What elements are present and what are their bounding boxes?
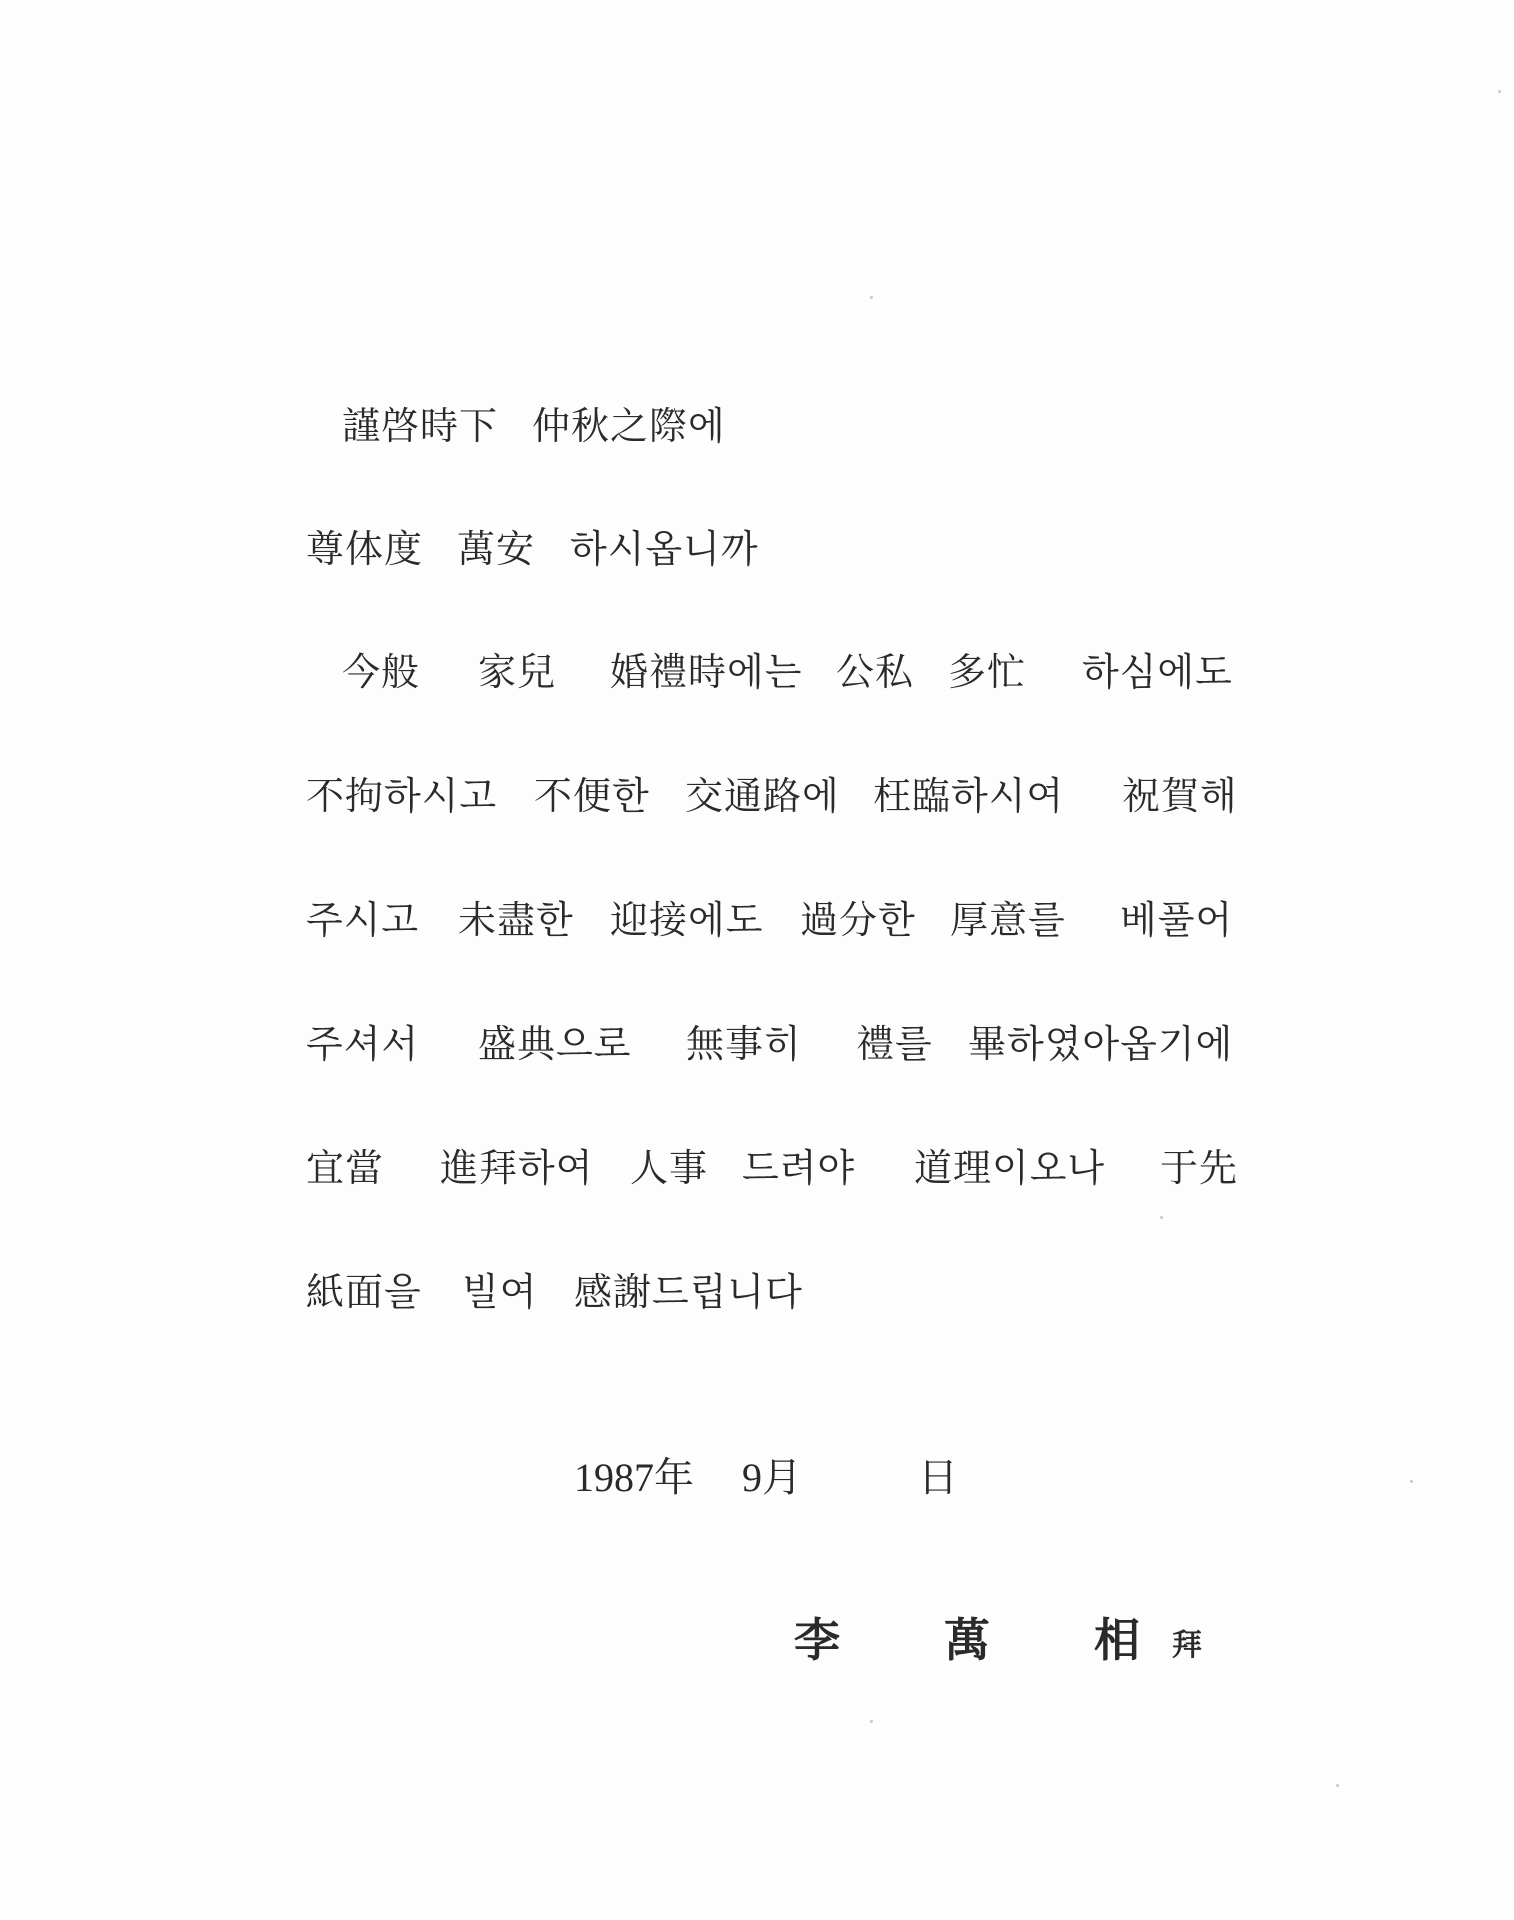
letter-phrase: 하시옵니까	[570, 526, 759, 571]
scan-speck	[870, 296, 873, 299]
letter-phrase: 多忙	[948, 649, 1027, 694]
letter-phrase: 感謝드립니다	[574, 1269, 803, 1314]
letter-phrase: 빌여	[462, 1269, 538, 1314]
letter-phrase: 仲秋之際에	[532, 403, 726, 448]
letter-phrase: 謹啓時下	[342, 403, 499, 448]
letter-phrase: 禮를	[856, 1021, 933, 1066]
signature-surname: 李	[794, 1613, 840, 1667]
letter-phrase: 不便한	[534, 773, 650, 818]
letter-phrase: 紙面을	[306, 1269, 422, 1314]
letter-phrase: 婚禮時에는	[610, 649, 803, 694]
letter-phrase: 주시고	[306, 897, 420, 942]
letter-phrase: 無事히	[686, 1021, 802, 1066]
scan-speck	[870, 1720, 873, 1723]
scan-speck	[1336, 1784, 1339, 1787]
letter-phrase: 未盡한	[458, 897, 574, 942]
letter-phrase: 하심에도	[1082, 649, 1233, 694]
signature	[0, 1600, 1514, 1670]
letter-phrase: 드려야	[742, 1145, 856, 1190]
letter-phrase: 枉臨하시여	[873, 773, 1065, 818]
letter-phrase: 過分한	[800, 897, 916, 942]
letter-date	[0, 1440, 1514, 1500]
date-month: 9月	[742, 1455, 802, 1500]
letter-phrase: 宜當	[306, 1145, 385, 1190]
signature-given-name-2: 相	[1094, 1613, 1140, 1667]
scan-speck	[1410, 1480, 1413, 1483]
letter-phrase: 人事	[630, 1145, 709, 1190]
letter-phrase: 주셔서	[306, 1021, 420, 1066]
letter-phrase: 家兒	[478, 649, 557, 694]
letter-phrase: 尊体度	[306, 526, 424, 571]
letter-phrase: 今般	[342, 649, 421, 694]
letter-phrase: 不拘하시고	[306, 773, 498, 818]
letter-phrase: 于先	[1160, 1145, 1239, 1190]
letter-phrase: 베풀어	[1120, 897, 1234, 942]
letter-phrase: 進拜하여	[440, 1145, 594, 1190]
scan-speck	[1160, 1216, 1163, 1219]
letter-phrase: 道理이오나	[914, 1145, 1106, 1190]
letter-phrase: 迎接에도	[610, 897, 764, 942]
letter-phrase: 交通路에	[685, 773, 840, 818]
letter-phrase: 公私	[836, 649, 915, 694]
signature-given-name-1: 萬	[944, 1613, 990, 1667]
date-year: 1987年	[574, 1455, 694, 1500]
letter-phrase: 盛典으로	[478, 1021, 632, 1066]
signature-suffix: 拜	[1172, 1628, 1202, 1663]
letter-phrase: 祝賀해	[1122, 773, 1238, 818]
scan-speck	[1498, 90, 1501, 93]
letter-phrase: 厚意를	[950, 897, 1066, 942]
letter-phrase: 萬安	[457, 526, 536, 571]
date-day: 日	[918, 1455, 958, 1500]
letter-phrase: 畢하였아옵기에	[968, 1021, 1234, 1066]
